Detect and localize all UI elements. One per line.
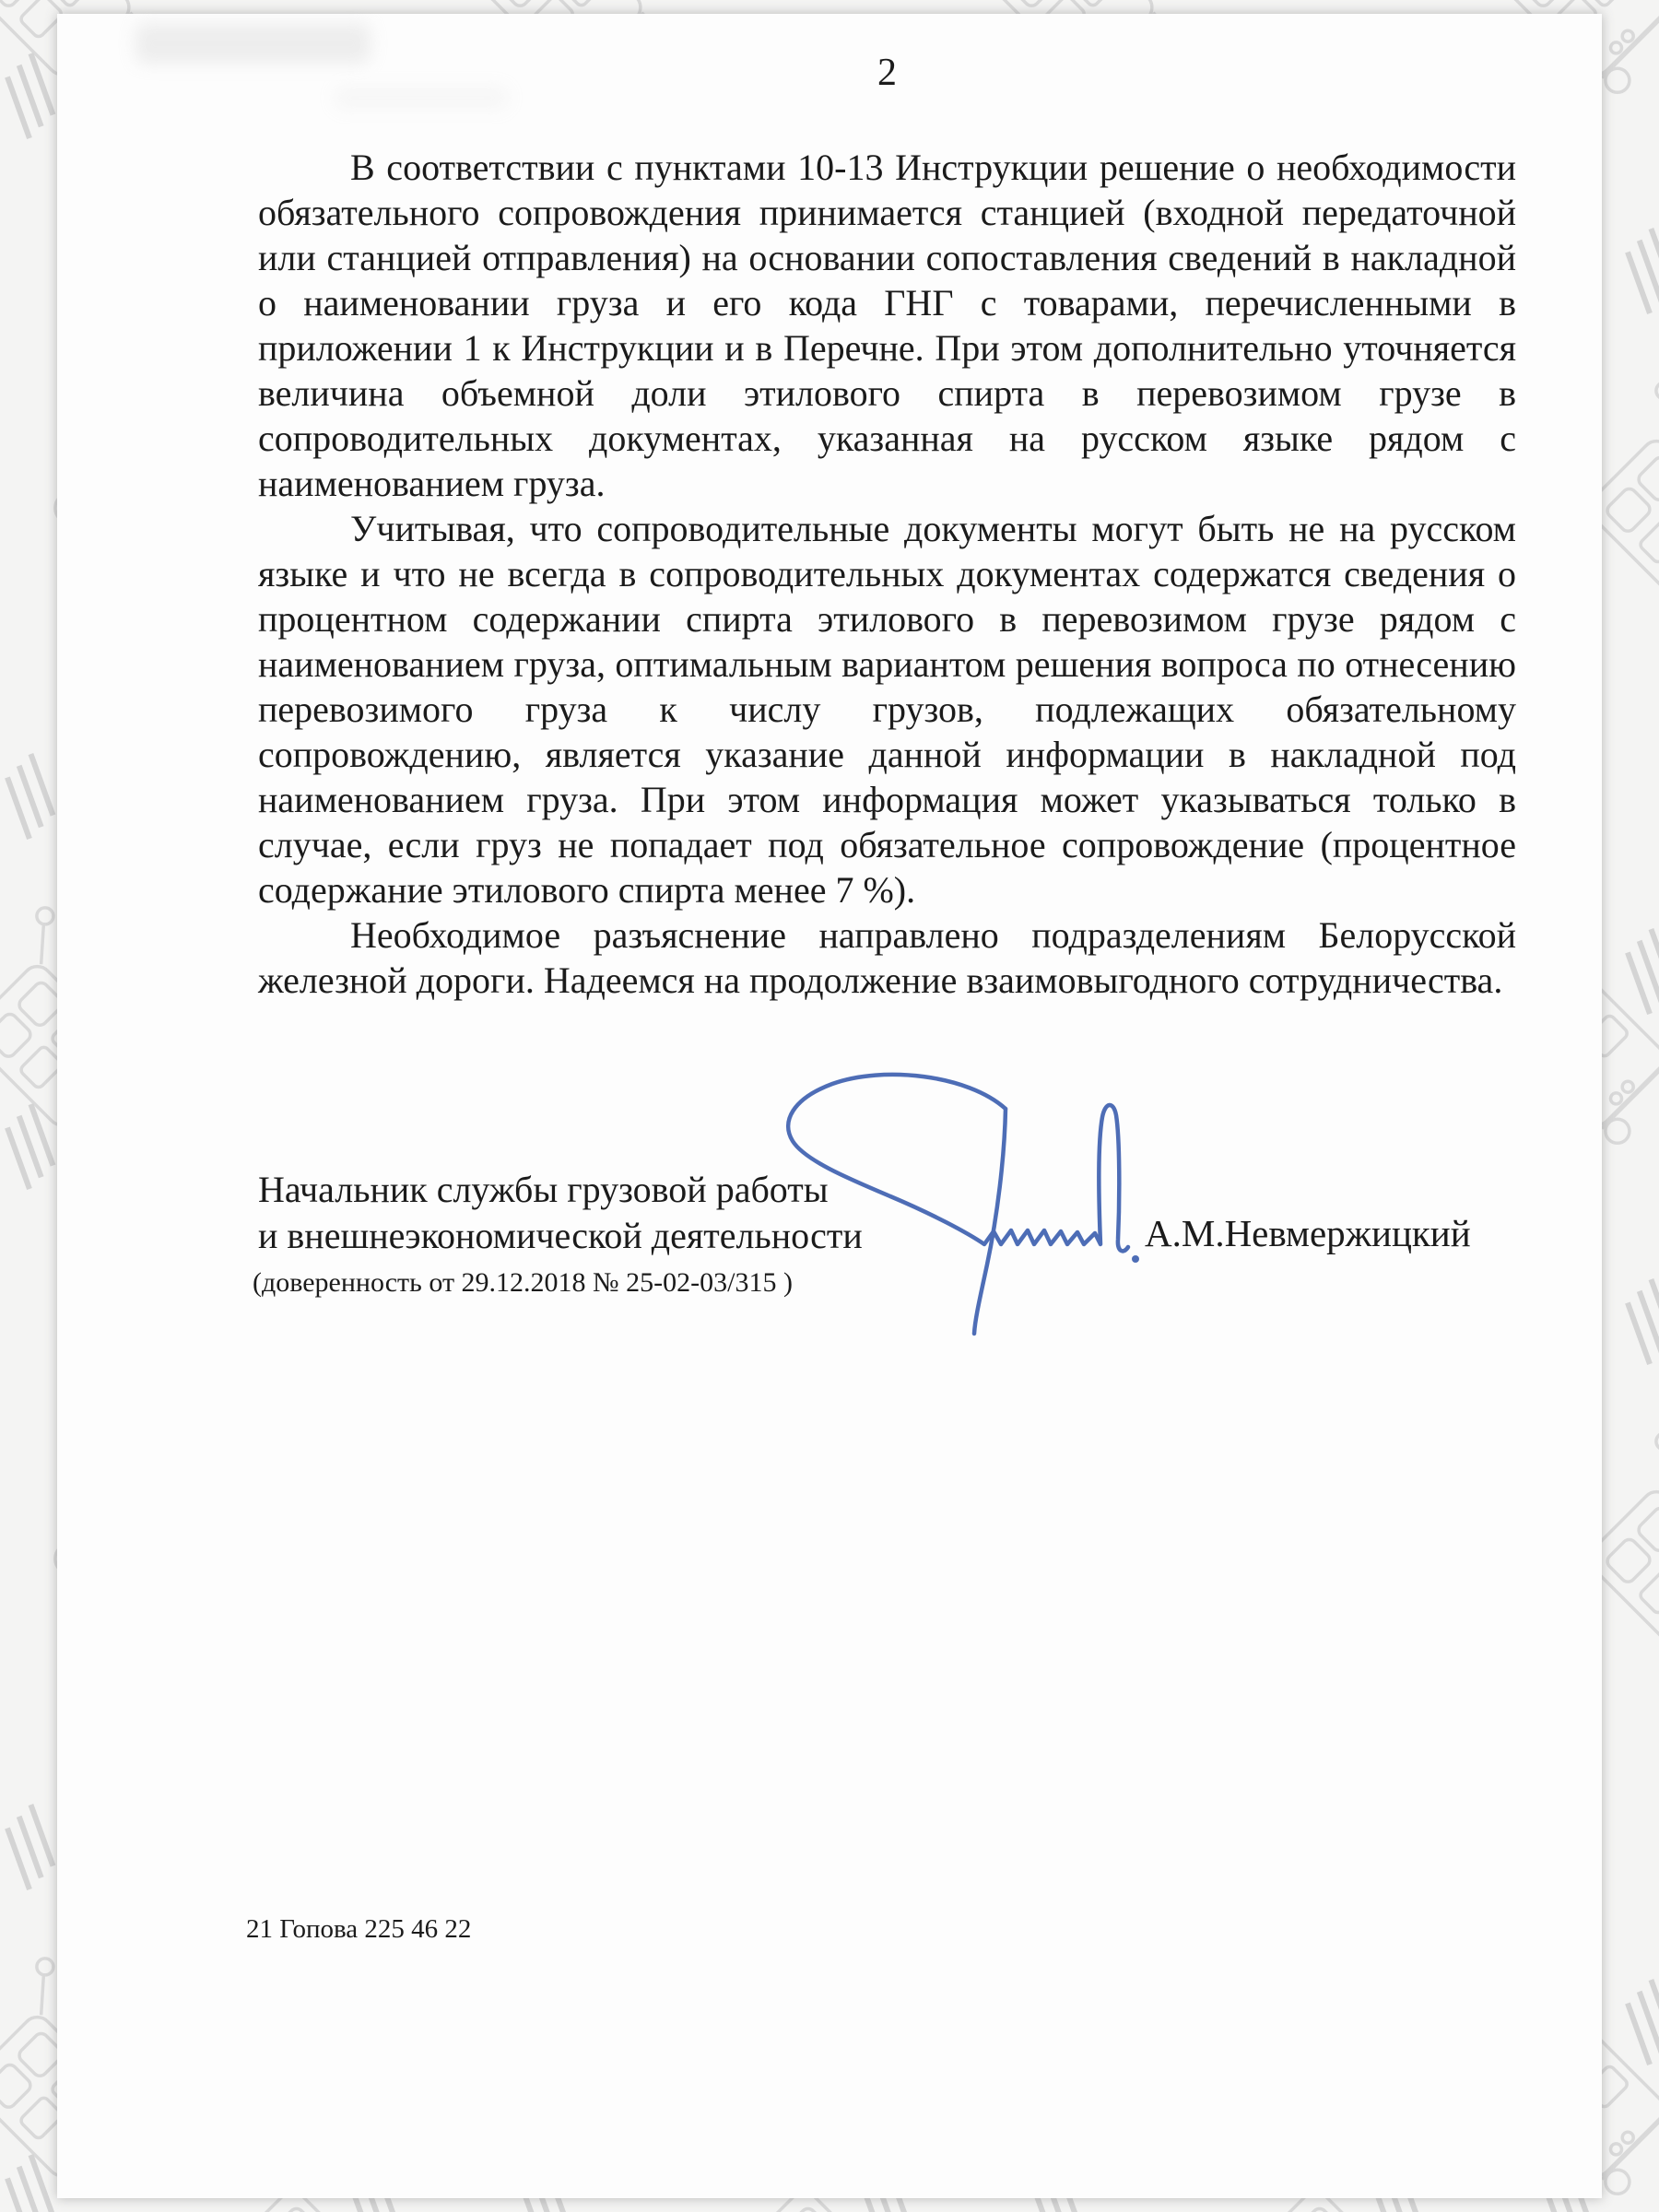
power-of-attorney-note: (доверенность от 29.12.2018 № 25-02-03/315 ) <box>253 1267 793 1298</box>
paragraph-1: В соответствии с пунктами 10-13 Инструкции решение о необходимости обязательного сопровождения принимается станцией (входной передаточной или станцией отправления) на основании сопоставления сведений в накладной о наименовании груза и его кода ГНГ с товарами, перечисленными в приложении 1 к Инструкции и в Перечне. При этом дополнительно уточняется величина объемной доли этилового спирта в перевозимом грузе в сопроводительных документах, указанная на русском языке рядом с наименованием груза. <box>258 147 1516 504</box>
signer-position-line-1: Начальник службы грузовой работы <box>258 1169 829 1210</box>
letter-body <box>258 145 1516 1003</box>
signer-name: А.М.Невмержицкий <box>1145 1212 1471 1254</box>
train-watermark-icon <box>1645 554 1659 800</box>
page-number: 2 <box>877 52 897 94</box>
executor-reference: 21 Гопова 225 46 22 <box>246 1914 472 1944</box>
diagonal-slashes-icon <box>1608 229 1659 313</box>
paragraph-2: Учитывая, что сопроводительные документы могут быть не на русском языке и что не всегда в сопроводительных документах содержатся сведения о процентном содержании спирта этилового в перевозимом грузе рядом с наименованием груза, оптимальным вариантом решения вопроса по отнесению перевозимого груза к числу грузов, подлежащих обязательному сопровождению, является указание данной информации в накладной под наименованием груза. При этом информация может указываться только в случае, если груз не попадает под обязательное сопровождение (процентное содержание этилового спирта менее 7 %). <box>258 508 1516 911</box>
diagonal-slashes-icon <box>1608 929 1659 1014</box>
signer-position-line-2: и внешнеэкономической деятельности <box>258 1215 863 1256</box>
diagonal-slashes-icon <box>1608 1980 1659 2065</box>
document-page <box>57 14 1602 2198</box>
diagonal-slashes-icon <box>1608 1279 1659 1364</box>
paragraph-3: Необходимое разъяснение направлено подразделениям Белорусской железной дороги. Надеемся на продолжение взаимовыгодного сотрудничества. <box>258 914 1516 1001</box>
train-watermark-icon <box>1645 1605 1659 1851</box>
